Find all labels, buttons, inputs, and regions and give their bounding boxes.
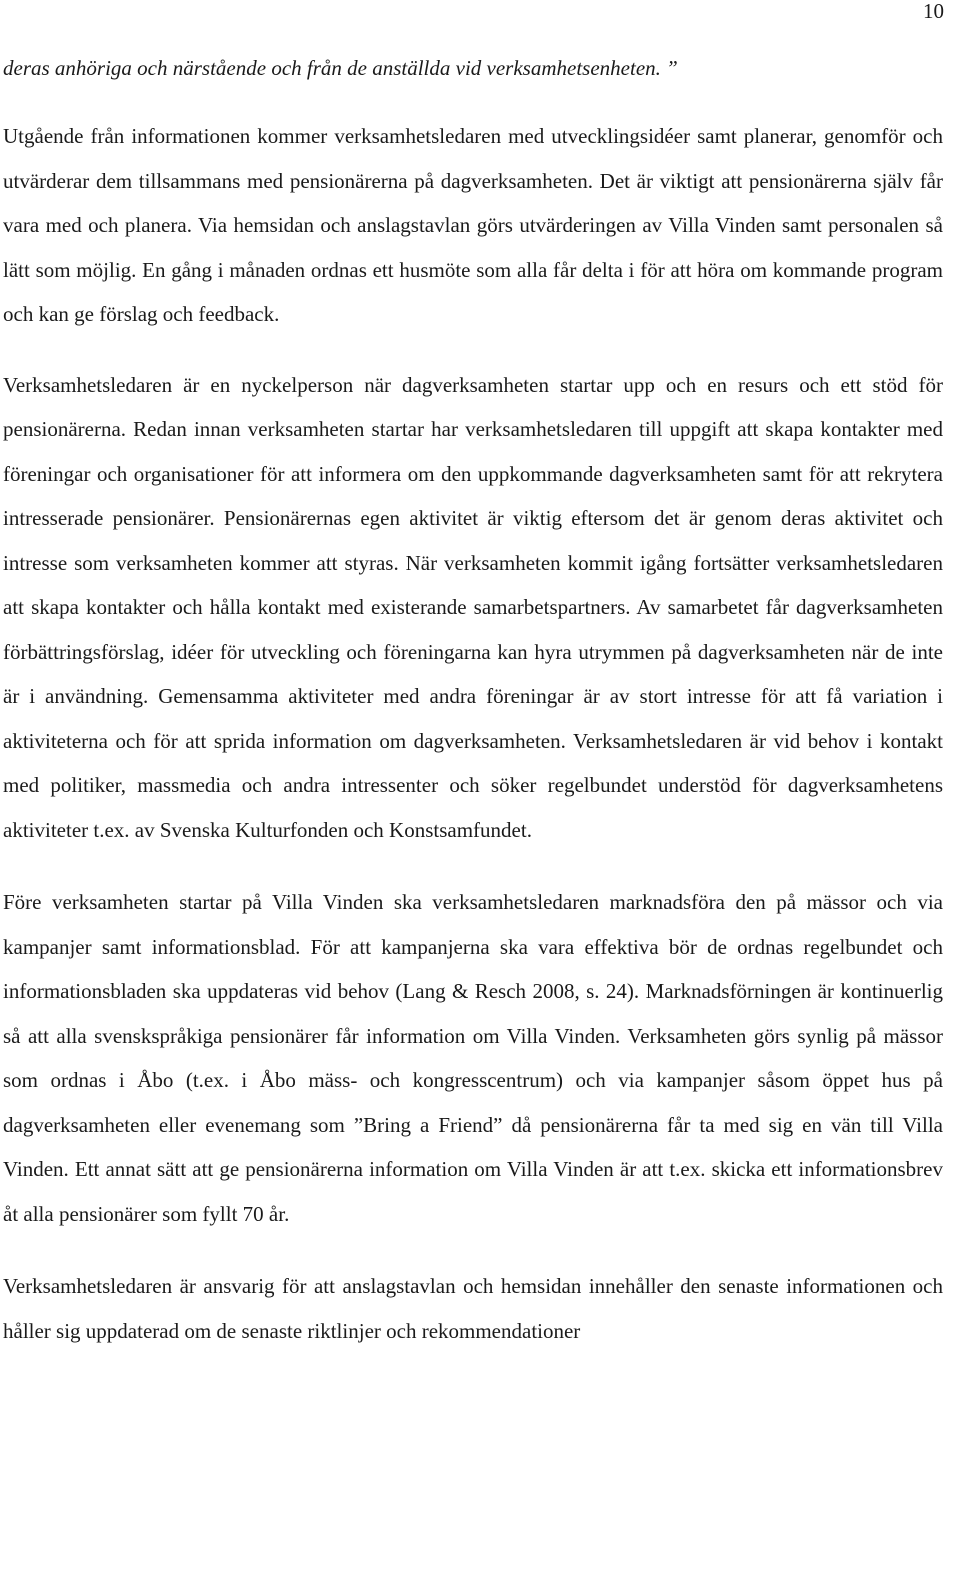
paragraph-key-person: Verksamhetsledaren är en nyckelperson när dagverksamheten startar upp och en resurs och ett stöd för pensionärerna. Redan innan verksamheten startar har verksamhetsledaren till uppgift att skapa kontakter med föreningar och organisationer för att informera om den uppkommande dagverksamheten samt för att rekrytera intresserade pensionärer. Pensionärernas egen aktivitet är viktig eftersom det är genom deras aktivitet och intresse som verksamheten kommer att styras. När verksamheten kommit igång fortsätter verksamhetsledaren att skapa kontakter och hålla kontakt med existerande samarbetspartners. Av samarbetet får dagverksamheten förbättringsförslag, idéer för utveckling och föreningarna kan hyra utrymmen på dagverksamheten när de inte är i användning. Gemensamma aktiviteter med andra föreningar är av stort intresse för att få variation i aktiviteterna och för att sprida information om dagverksamheten. Verksamhetsledaren är vid behov i kontakt med politiker, massmedia och andra intressenter och söker regelbundet understöd för dagverksamhetens aktiviteter t.ex. av Svenska Kulturfonden och Konstsamfundet. (3, 372, 943, 842)
paragraph-notice-board: Verksamhetsledaren är ansvarig för att anslagstavlan och hemsidan innehåller den senaste informationen och håller sig uppdaterad om de senaste riktlinjer och rekommendationer (3, 1274, 943, 1343)
paragraph-development-ideas: Utgående från informationen kommer verksamhetsledaren med utvecklingsidéer samt planerar, genomför och utvärderar dem tillsammans med pensionärerna på dagverksamheten. Det är viktigt att pensionärerna själv får vara med och planera. Via hemsidan och anslagstavlan görs utvärderingen av Villa Vinden samt personalen så lätt som möjlig. En gång i månaden ordnas ett husmöte som alla får delta i för att höra om kommande program och kan ge förslag och feedback. (3, 124, 943, 326)
page-number: 10 (923, 0, 944, 23)
body-text (3, 46, 943, 1353)
quote-ending-paragraph: deras anhöriga och närstående och från de anställda vid verksamhetsenheten. ” (3, 56, 678, 80)
paragraph-marketing: Före verksamheten startar på Villa Vinden ska verksamhetsledaren marknadsföra den på mässor och via kampanjer samt informationsblad. För att kampanjerna ska vara effektiva bör de ordnas regelbundet och informationsbladen ska uppdateras vid behov (Lang & Resch 2008, s. 24). Marknadsförningen är kontinuerlig så att alla svenskspråkiga pensionärer får information om Villa Vinden. Verksamheten görs synlig på mässor som ordnas i Åbo (t.ex. i Åbo mäss- och kongresscentrum) och via kampanjer såsom öppet hus på dagverksamheten eller evenemang som ”Bring a Friend” då pensionärerna får ta med sig en vän till Villa Vinden. Ett annat sätt att ge pensionärerna information om Villa Vinden är att t.ex. skicka ett informationsbrev åt alla pensionärer som fyllt 70 år. (3, 890, 943, 1226)
